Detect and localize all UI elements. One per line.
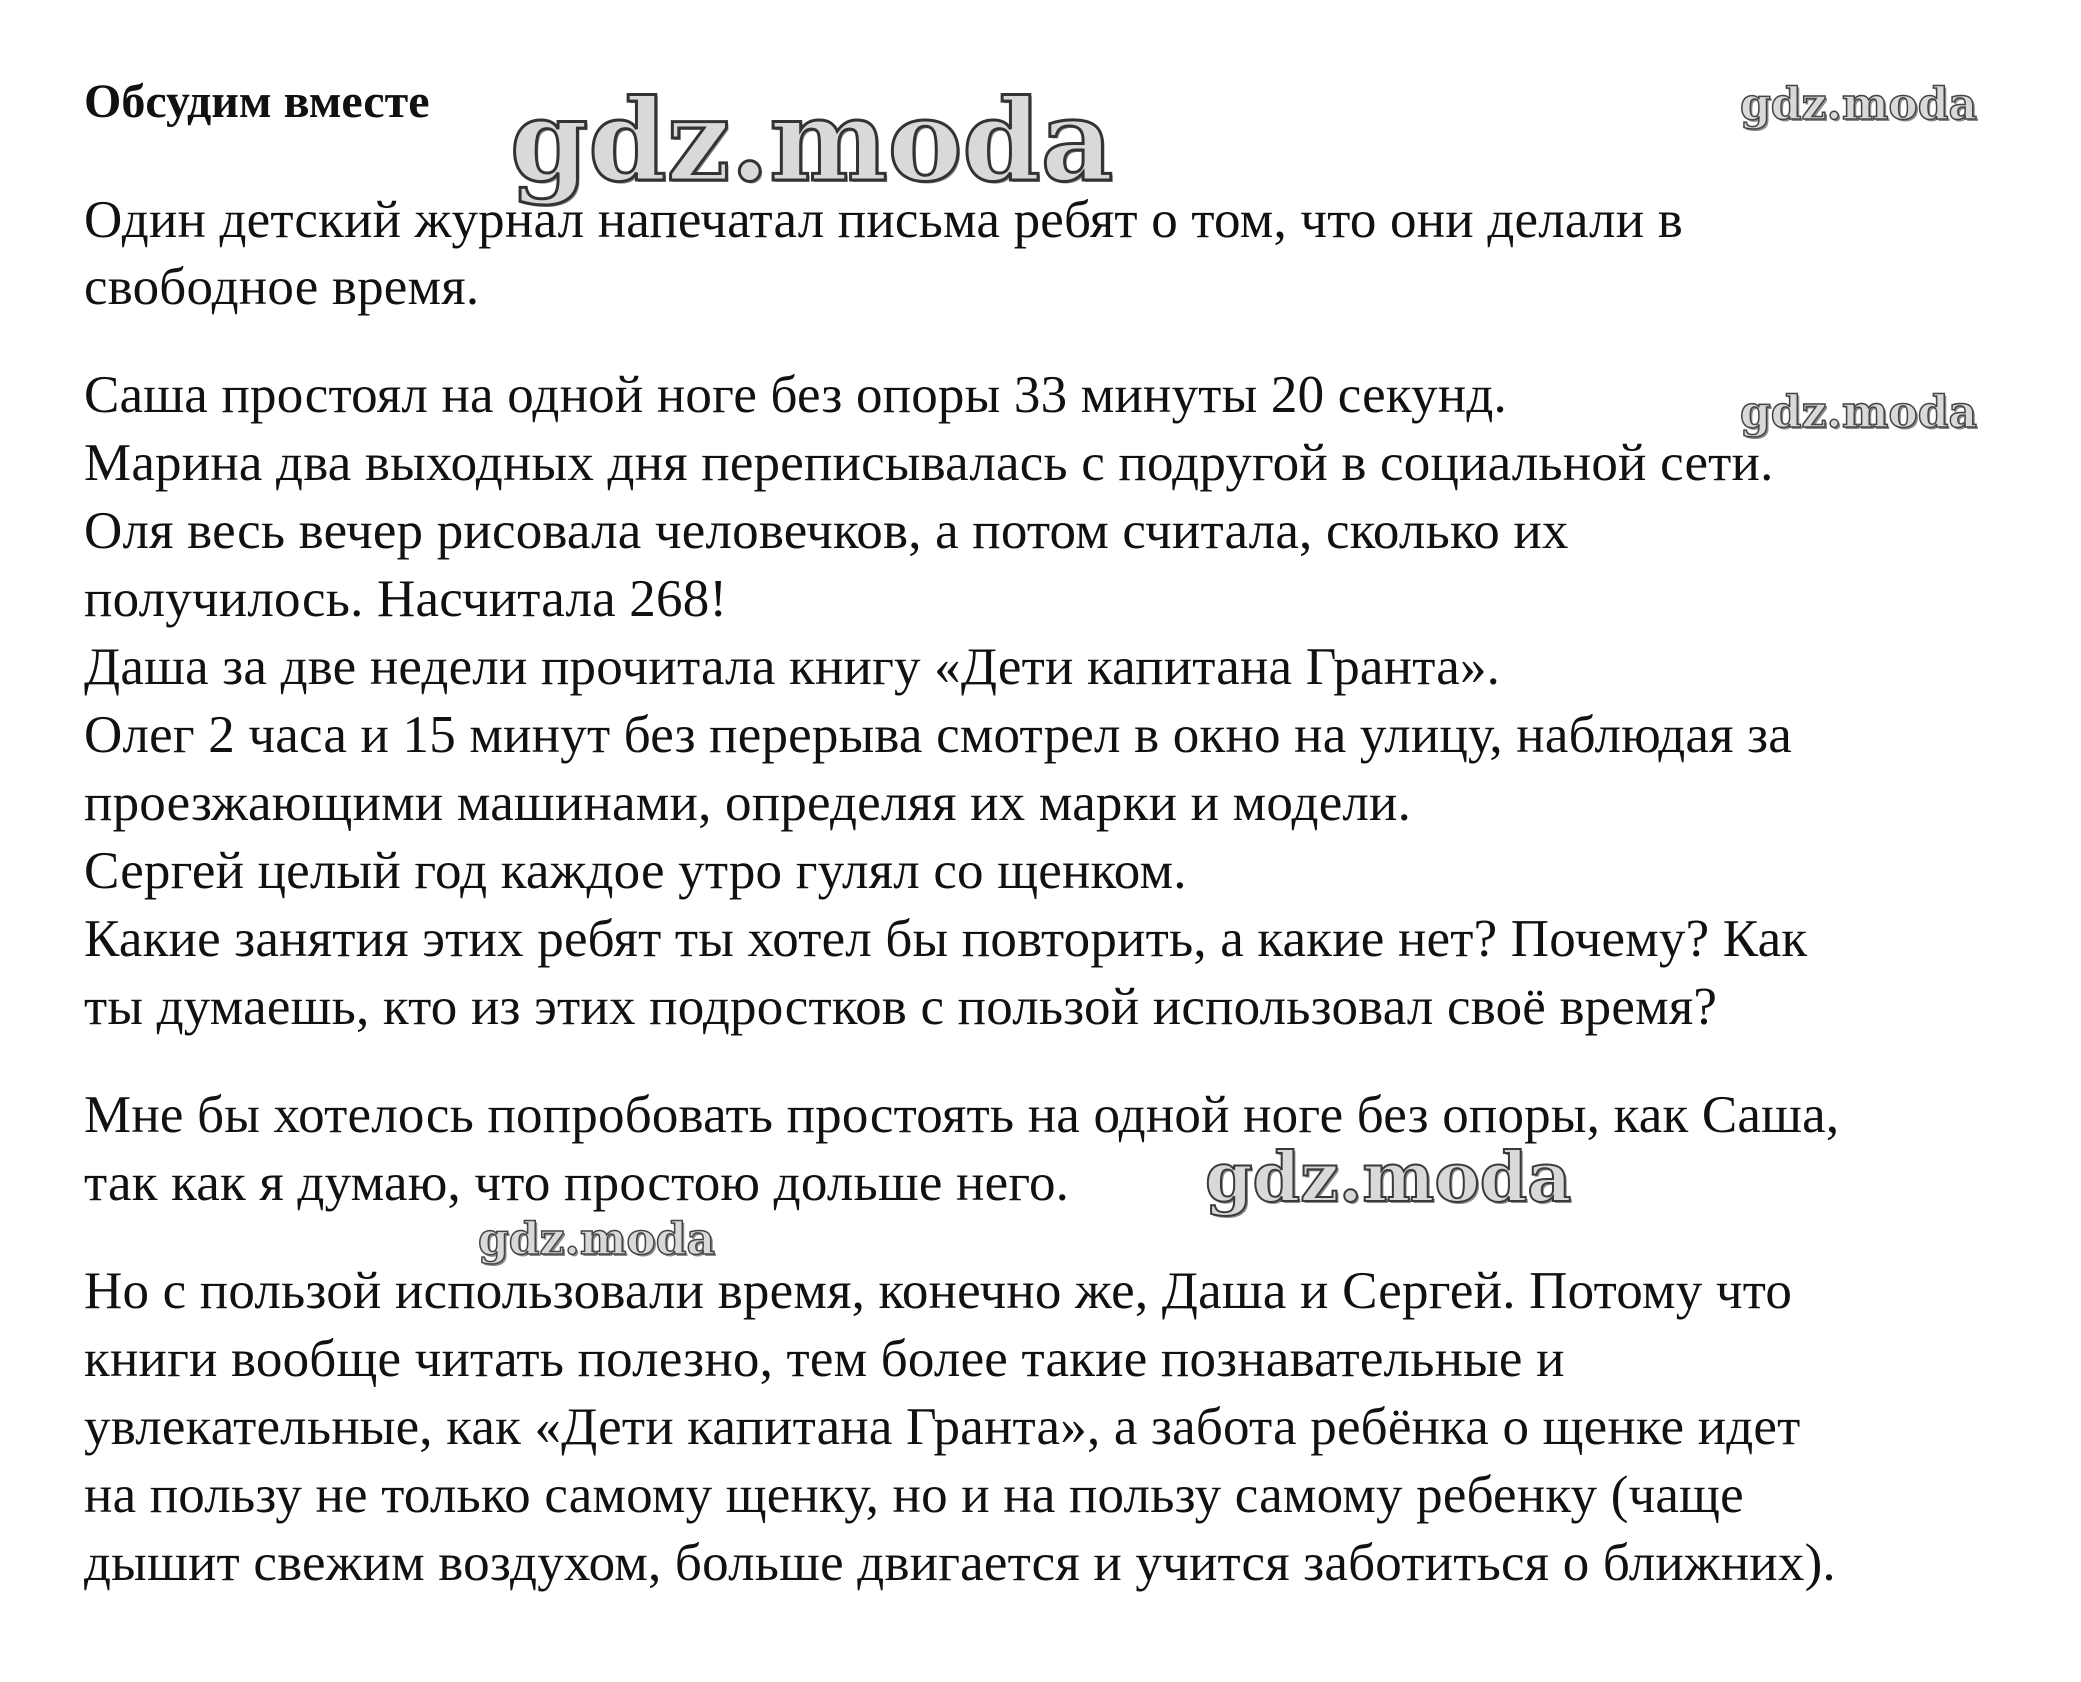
text-line: Даша за две недели прочитала книгу «Дети капитана Гранта». (84, 638, 1501, 696)
text-line: на пользу не только самому щенку, но и на пользу самому ребенку (чаще (84, 1466, 1744, 1524)
text-line: Саша простоял на одной ноге без опоры 33 минуты 20 секунд. (84, 366, 1507, 424)
text-line: проезжающими машинами, определяя их марки и модели. (84, 774, 1412, 832)
section-heading: Обсудим вместе (84, 75, 430, 128)
text-line: книги вообще читать полезно, тем более такие познавательные и (84, 1330, 1565, 1388)
text-line: Мне бы хотелось попробовать простоять на одной ноге без опоры, как Саша, (84, 1086, 1840, 1144)
text-line: ты думаешь, кто из этих подростков с пользой использовал своё время? (84, 978, 1718, 1036)
watermark: gdz.moda (478, 1214, 716, 1265)
watermark: gdz.moda (1740, 79, 1978, 130)
watermark: gdz.moda (1740, 387, 1978, 438)
text-line: Какие занятия этих ребят ты хотел бы повторить, а какие нет? Почему? Как (84, 910, 1808, 968)
watermark: gdz.moda (510, 76, 1114, 207)
watermark: gdz.moda (1205, 1138, 1572, 1218)
text-line: свободное время. (84, 258, 480, 316)
text-line: увлекательные, как «Дети капитана Гранта», а забота ребёнка о щенке идет (84, 1398, 1801, 1456)
text-line: Оля весь вечер рисовала человечков, а потом считала, сколько их (84, 502, 1569, 560)
text-line: Сергей целый год каждое утро гулял со щенком. (84, 842, 1187, 900)
text-line: Но с пользой использовали время, конечно же, Даша и Сергей. Потому что (84, 1262, 1793, 1320)
text-line: дышит свежим воздухом, больше двигается и учится заботиться о ближних). (84, 1534, 1836, 1592)
text-line: так как я думаю, что простою дольше него. (84, 1154, 1070, 1212)
text-line: получилось. Насчитала 268! (84, 570, 728, 628)
text-line: Олег 2 часа и 15 минут без перерыва смотрел в окно на улицу, наблюдая за (84, 706, 1792, 764)
text-line: Один детский журнал напечатал письма ребят о том, что они делали в (84, 191, 1683, 249)
text-line: Марина два выходных дня переписывалась с подругой в социальной сети. (84, 434, 1774, 492)
